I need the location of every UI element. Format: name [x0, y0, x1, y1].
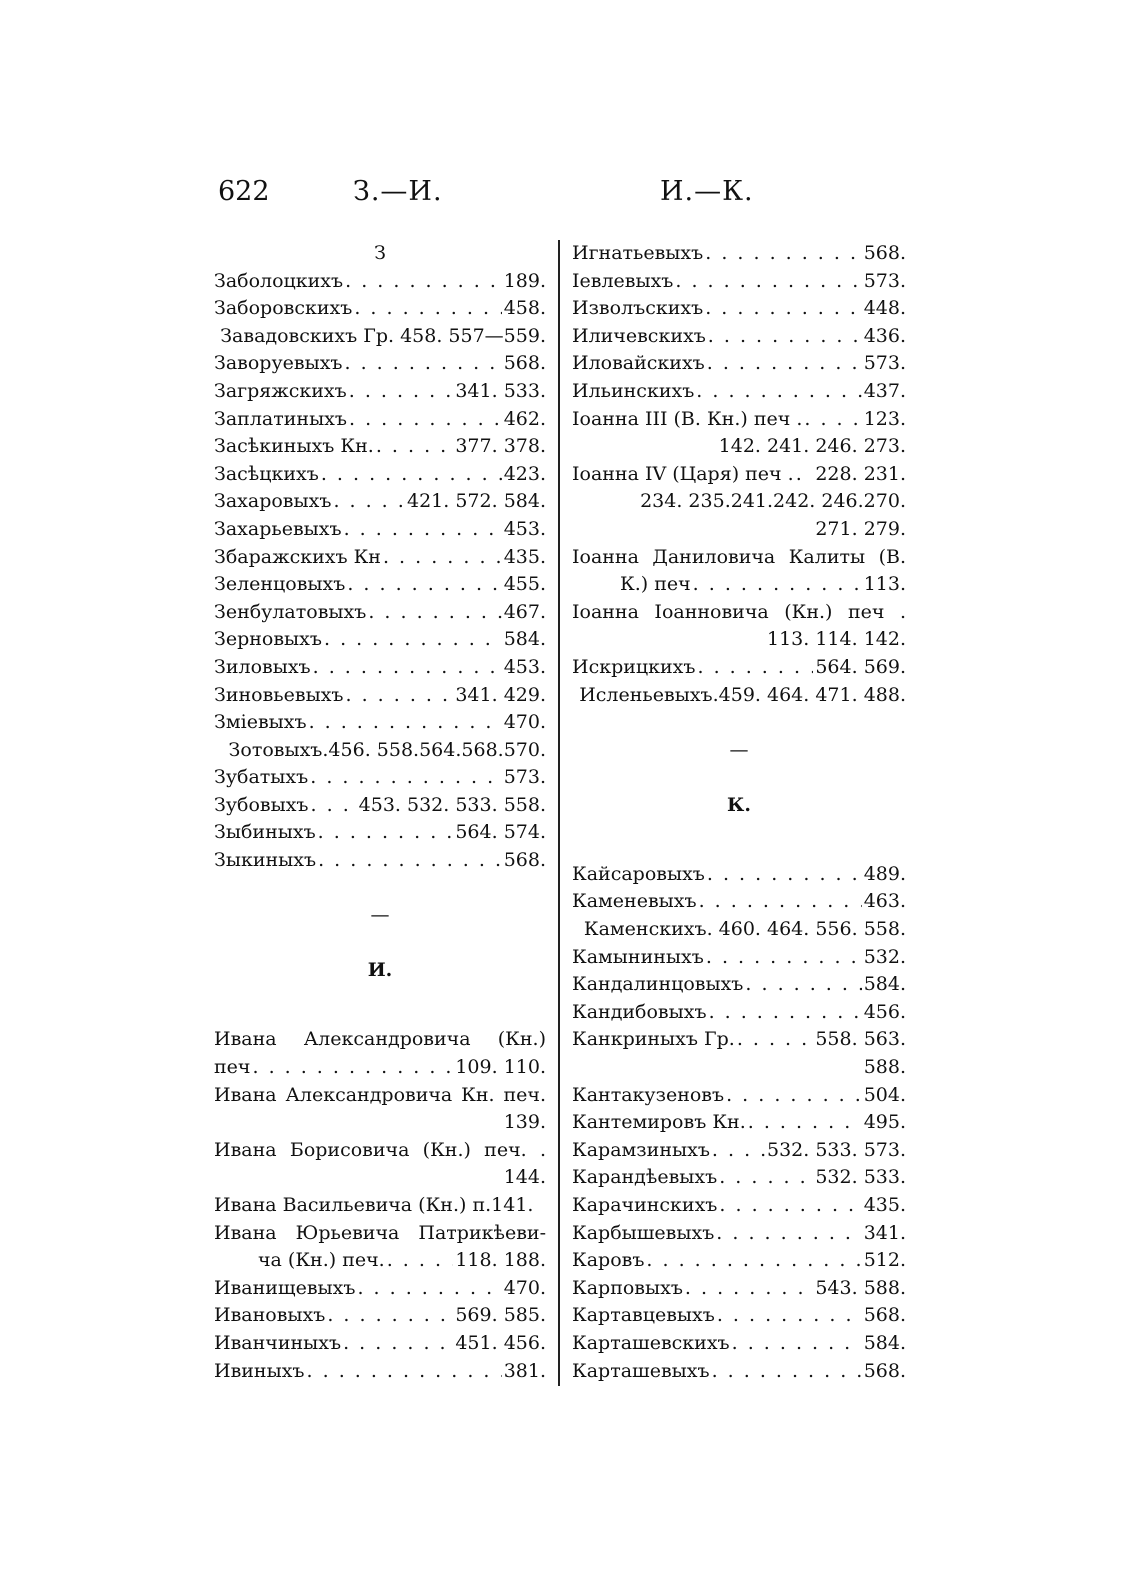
dot-leader [737, 1026, 814, 1054]
entry-name: Ивана Александровича (Кн.) [214, 1028, 546, 1051]
index-entry [572, 1358, 906, 1386]
entry-pages: 573. [503, 766, 546, 789]
entry-name: Каменевыхъ [572, 890, 697, 913]
entry-name: ча (Кн.) печ. [258, 1249, 385, 1272]
entry-name: Ивана Борисовича (Кн.) печ. . [214, 1138, 546, 1161]
k-entry-list [572, 861, 906, 1027]
dot-leader [707, 861, 862, 889]
index-entry [572, 461, 906, 544]
entry-name: Иванчиныхъ [214, 1331, 342, 1354]
i-entry-list [572, 240, 906, 406]
index-entry [214, 1330, 546, 1358]
entry-pages: 123. [863, 407, 906, 430]
dot-leader [693, 571, 862, 599]
entry-pages: 463. [863, 890, 906, 913]
entry-pages: 504. [863, 1083, 906, 1106]
dot-leader [719, 1192, 861, 1220]
entry-pages: 584. [863, 973, 906, 996]
entry-name: К.) печ [620, 573, 691, 596]
entry-pages: 573. [863, 269, 906, 292]
dot-leader [708, 323, 862, 351]
entry-name: Картавцевыхъ [572, 1304, 715, 1327]
entry-pages: 568. [863, 1304, 906, 1327]
dot-leader [732, 1330, 862, 1358]
index-entry [214, 433, 546, 461]
section-heading-k: К. [727, 793, 751, 816]
dot-leader [804, 406, 861, 434]
dot-leader [387, 1247, 454, 1275]
entry-pages: 568. [503, 849, 546, 872]
entry-name: Зотовыхъ.456. 558.564.568.570. [228, 738, 546, 761]
index-entry [572, 544, 906, 599]
dot-leader [327, 1302, 453, 1330]
entry-pages: 462. [503, 407, 546, 430]
entry-pages: 437. [863, 379, 906, 402]
dot-leader [748, 1109, 862, 1137]
entry-pages: 341. 429. [455, 683, 546, 706]
entry-name: Загряжскихъ [214, 379, 347, 402]
entry-name: печ [214, 1056, 251, 1079]
entry-pages: 109. 110. [455, 1056, 546, 1079]
entry-pages: 470. [503, 711, 546, 734]
dot-leader [318, 819, 454, 847]
dot-leader [696, 378, 861, 406]
entry-name: Іевлевыхъ [572, 269, 674, 292]
entry-name: Засѣцкихъ [214, 462, 319, 485]
k-entry-list [572, 1082, 906, 1386]
dot-leader [347, 571, 501, 599]
entry-name: Завадовскихъ Гр. 458. 557—559. [220, 324, 546, 347]
entry-pages: 568. [863, 242, 906, 264]
index-entry [214, 406, 546, 434]
dot-leader [705, 295, 861, 323]
entry-pages: 564. 574. [455, 821, 546, 844]
index-entry [214, 378, 546, 406]
page-number: 622 [218, 176, 270, 207]
entry-name: Каменскихъ. 460. 464. 556. 558. [583, 918, 906, 941]
entry-pages: 532. 533. [815, 1166, 906, 1189]
entry-pages: 341. 533. [455, 379, 546, 402]
dot-leader [706, 944, 862, 972]
entry-name: Зеленцовыхъ [214, 573, 346, 596]
dot-leader [745, 971, 861, 999]
entry-pages: 584. [503, 628, 546, 651]
entry-name: Карамзиныхъ [572, 1138, 710, 1161]
entry-pages: 139. [503, 1111, 546, 1134]
entry-name: Исленьевыхъ.459. 464. 471. 488. [579, 683, 906, 706]
dot-leader [333, 488, 405, 516]
entry-pages: 141. [491, 1193, 534, 1216]
dot-leader [343, 1330, 453, 1358]
entry-name: Карташевскихъ [572, 1331, 730, 1354]
dot-leader [311, 792, 357, 820]
entry-pages: 543. 588. [815, 1276, 906, 1299]
dot-leader [685, 1275, 813, 1303]
entry-name: Каровъ [572, 1249, 645, 1272]
index-entry [572, 1302, 906, 1330]
entry-name: Засѣкиныхъ Кн. [214, 435, 374, 458]
entry-name: Иванищевыхъ [214, 1276, 356, 1299]
entry-line [572, 406, 906, 434]
index-entry [572, 599, 906, 654]
entry-name: Зыбиныхъ [214, 821, 316, 844]
entry-pages: 458. [503, 297, 546, 320]
entry-pages: 341. [863, 1221, 906, 1244]
entry-pages: 377. 378. [455, 435, 546, 458]
entry-pages: 568. [863, 1359, 906, 1382]
index-entry [214, 1358, 546, 1386]
left-column [214, 240, 546, 1385]
right-column [572, 240, 906, 1385]
index-entry [572, 971, 906, 999]
entry-pages: 455. [503, 573, 546, 596]
dot-leader [717, 1302, 862, 1330]
entry-name: Заборовскихъ [214, 297, 353, 320]
index-entry [214, 544, 546, 572]
entry-pages: 569. 585. [455, 1304, 546, 1327]
entry-name: Іоанна III (В. Кн.) печ . [572, 407, 803, 430]
entry-pages: 453. [503, 517, 546, 540]
dot-leader [344, 516, 502, 544]
index-entry [214, 1302, 546, 1330]
entry-pages: 568. [503, 352, 546, 375]
entry-name: Зерновыхъ [214, 628, 322, 651]
entry-name: Зиновьевыхъ [214, 683, 344, 706]
entry-name: Захарьевыхъ [214, 517, 342, 540]
entry-name: Ивиныхъ [214, 1359, 305, 1382]
index-entry [572, 1164, 906, 1192]
dot-leader [646, 1247, 861, 1275]
dot-leader [321, 461, 502, 489]
entry-name: Заворуевыхъ [214, 352, 343, 375]
entry-name: Зыкиныхъ [214, 849, 317, 872]
dot-leader [383, 544, 502, 572]
entry-name: Ивана Александровича Кн. печ. [214, 1083, 546, 1106]
index-entry [214, 1082, 546, 1137]
entry-pages: 489. [863, 862, 906, 885]
dot-leader [313, 654, 502, 682]
index-entry [214, 295, 546, 323]
index-entry [572, 1247, 906, 1275]
entry-name: Искрицкихъ [572, 655, 696, 678]
entry-name: Карандѣевыхъ [572, 1166, 718, 1189]
index-entry [572, 378, 906, 406]
entry-name: Карповыхъ [572, 1276, 683, 1299]
section-heading-z: З [374, 242, 386, 264]
index-entry [572, 1220, 906, 1248]
index-entry [572, 1330, 906, 1358]
dot-leader [368, 599, 501, 627]
entry-pages: 470. [503, 1276, 546, 1299]
index-entry [572, 1026, 906, 1081]
entry-pages: 381. [503, 1359, 546, 1382]
entry-pages: 435. [863, 1193, 906, 1216]
entry-name: Кандибовыхъ [572, 1000, 707, 1023]
index-entry [214, 1275, 546, 1303]
entry-pages: 584. [863, 1331, 906, 1354]
dot-leader [345, 350, 502, 378]
entry-pages: 271. 279. [815, 517, 906, 540]
entry-pages: 435. [503, 545, 546, 568]
entry-pages: 234. 235.241.242. 246.270. [640, 490, 906, 513]
index-entry [572, 240, 906, 268]
index-entry [214, 737, 546, 765]
index-entry [572, 295, 906, 323]
entry-name: Канкриныхъ Гр. [572, 1028, 735, 1051]
index-entry [572, 654, 906, 682]
entry-line [572, 571, 906, 599]
section-separator: — [729, 738, 749, 761]
index-entry [214, 764, 546, 792]
entry-name: Камыниныхъ [572, 945, 704, 968]
index-entry [214, 488, 546, 516]
entry-pages: 453. [503, 655, 546, 678]
entry-name: Збаражскихъ Кн [214, 545, 381, 568]
entry-name: Зубатыхъ [214, 766, 309, 789]
entry-name: Кантемировъ Кн. [572, 1111, 746, 1134]
index-entry [214, 654, 546, 682]
entry-name: Зубовыхъ [214, 793, 309, 816]
index-entry [214, 1137, 546, 1192]
dot-leader [707, 350, 862, 378]
entry-pages: 448. [863, 297, 906, 320]
entry-pages: 532. [863, 945, 906, 968]
dot-leader [309, 709, 502, 737]
index-entry [572, 1192, 906, 1220]
entry-pages: 113. [863, 573, 906, 596]
index-entry [572, 1275, 906, 1303]
index-entry [214, 819, 546, 847]
dot-leader [697, 654, 813, 682]
dot-leader [719, 1164, 813, 1192]
index-entry [572, 1109, 906, 1137]
entry-pages: 451. 456. [455, 1331, 546, 1354]
dot-leader [716, 1220, 861, 1248]
dot-leader [307, 1358, 502, 1386]
entry-name: Ивана Юрьевича Патрикѣеви- [214, 1221, 546, 1244]
entry-pages: 564. 569. [815, 655, 906, 678]
entry-name: Кантакузеновъ [572, 1083, 725, 1106]
index-entry [572, 888, 906, 916]
dot-leader [345, 268, 502, 296]
entry-name: Заболоцкихъ [214, 269, 344, 292]
dot-leader [349, 378, 454, 406]
section-separator: — [370, 904, 390, 927]
entry-pages: 588. [863, 1056, 906, 1079]
dot-leader [675, 268, 861, 296]
index-entry [214, 323, 546, 351]
dot-leader [712, 1137, 765, 1165]
entry-pages: 423. [503, 462, 546, 485]
entry-pages: 558. 563. [815, 1028, 906, 1051]
index-entry [214, 516, 546, 544]
entry-pages: 456. [863, 1000, 906, 1023]
dot-leader [699, 888, 862, 916]
index-entry [214, 1220, 546, 1275]
entry-pages: 436. [863, 324, 906, 347]
index-entry [214, 1192, 546, 1220]
column-divider [558, 240, 560, 1386]
dot-leader [252, 1054, 453, 1082]
dot-leader [709, 999, 862, 1027]
entry-name: Карбышевыхъ [572, 1221, 715, 1244]
entry-name: Иловайскихъ [572, 352, 705, 375]
running-head-left: З.—И. [353, 176, 443, 207]
index-entry [214, 268, 546, 296]
dot-leader [712, 1358, 862, 1386]
index-entry [572, 861, 906, 889]
dot-leader [796, 461, 814, 489]
entry-pages: 573. [863, 352, 906, 375]
entry-name: Іоанна IV (Царя) печ . [572, 462, 794, 485]
dot-leader [705, 240, 861, 268]
index-entry [572, 916, 906, 944]
index-entry [572, 682, 906, 710]
entry-line [572, 1026, 906, 1054]
index-entry [214, 1026, 546, 1081]
entry-name: Зенбулатовыхъ [214, 600, 367, 623]
index-entry [572, 944, 906, 972]
index-entry [214, 792, 546, 820]
entry-line [214, 1247, 546, 1275]
entry-pages: 142. 241. 246. 273. [718, 435, 906, 458]
index-entry [214, 682, 546, 710]
index-entry [214, 461, 546, 489]
entry-pages: 144. [503, 1166, 546, 1189]
dot-leader [324, 626, 502, 654]
entry-name: Іоанна Іоанновича (Кн.) печ . [572, 600, 906, 623]
dot-leader [376, 433, 454, 461]
z-entry-list [214, 268, 546, 875]
entry-pages: 512. [863, 1249, 906, 1272]
entry-pages: 421. 572. 584. [407, 490, 546, 513]
entry-name: Кайсаровыхъ [572, 862, 705, 885]
dot-leader [726, 1082, 862, 1110]
entry-name: Заплатиныхъ [214, 407, 347, 430]
entry-pages: 113. 114. 142. [767, 628, 906, 651]
entry-pages: 228. 231. [815, 462, 906, 485]
dot-leader [354, 295, 501, 323]
i-entry-list [214, 1275, 546, 1385]
entry-pages: 532. 533. 573. [767, 1138, 906, 1161]
i-entry-list [572, 654, 906, 709]
index-entry [214, 571, 546, 599]
entry-name: Изволъскихъ [572, 297, 704, 320]
entry-line [572, 461, 906, 489]
entry-pages: 453. 532. 533. 558. [358, 793, 546, 816]
dot-leader [318, 847, 502, 875]
dot-leader [310, 764, 501, 792]
entry-name: Игнатьевыхъ [572, 242, 704, 264]
index-entry [572, 350, 906, 378]
entry-pages: 118. 188. [455, 1249, 546, 1272]
entry-name: Ивановыхъ [214, 1304, 326, 1327]
index-entry [572, 323, 906, 351]
index-entry [572, 999, 906, 1027]
index-entry [572, 406, 906, 461]
dot-leader [346, 682, 454, 710]
index-entry [214, 599, 546, 627]
entry-name: Іоанна Даниловича Калиты (В. [572, 545, 906, 568]
index-entry [572, 268, 906, 296]
index-entry [214, 847, 546, 875]
entry-name: Карташевыхъ [572, 1359, 710, 1382]
running-head-right: И.—К. [660, 176, 754, 207]
entry-name: Ильинскихъ [572, 379, 695, 402]
entry-name: Зміевыхъ [214, 711, 307, 734]
entry-pages: 189. [503, 269, 546, 292]
index-entry [214, 350, 546, 378]
index-entry [572, 1137, 906, 1165]
dot-leader [349, 406, 502, 434]
entry-name: Захаровыхъ [214, 490, 332, 513]
dot-leader [357, 1275, 501, 1303]
index-entry [214, 709, 546, 737]
entry-name: Кандалинцовыхъ [572, 973, 744, 996]
entry-name: Карачинскихъ [572, 1193, 718, 1216]
entry-name: Ивана Васильевича (Кн.) п. [214, 1193, 492, 1216]
section-heading-i: И. [367, 959, 393, 982]
entry-line [214, 1054, 546, 1082]
entry-name: Иличевскихъ [572, 324, 706, 347]
entry-pages: 467. [503, 600, 546, 623]
index-entry [214, 626, 546, 654]
entry-name: Зиловыхъ [214, 655, 311, 678]
index-entry [572, 1082, 906, 1110]
entry-pages: 495. [863, 1111, 906, 1134]
